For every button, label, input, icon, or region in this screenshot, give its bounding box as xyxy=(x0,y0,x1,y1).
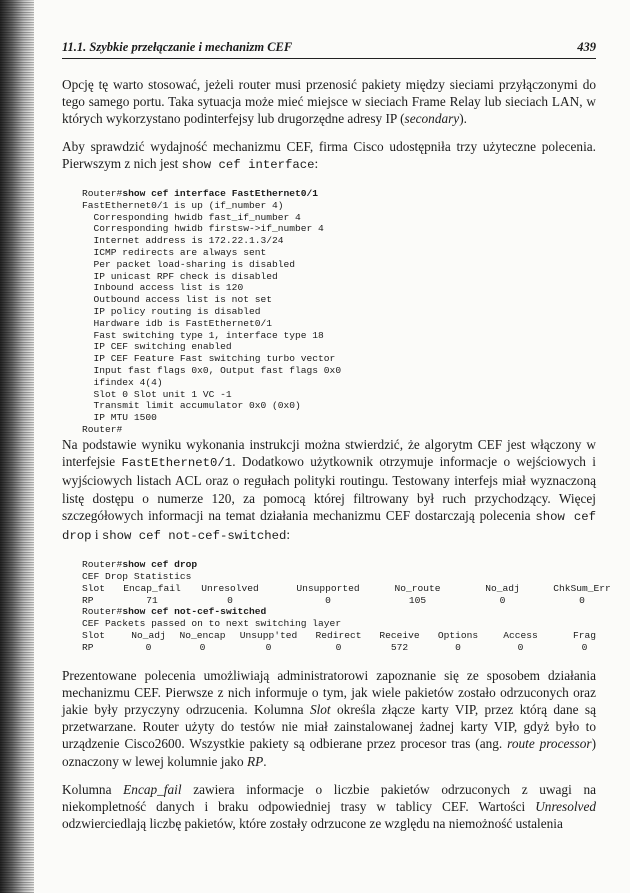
code-line: FastEthernet0/1 is up (if_number 4) xyxy=(82,199,284,211)
code-line: Corresponding hwidb fast_if_number 4 xyxy=(82,211,301,223)
code-line: IP policy routing is disabled xyxy=(82,305,261,317)
paragraph-2: Aby sprawdzić wydajność mechanizmu CEF, firma Cisco udostępniła trzy użyteczne polecenia. Pierwszym z nich jest show cef interface: xyxy=(62,138,596,172)
code-line: Slot 0 Slot unit 1 VC -1 xyxy=(82,388,232,400)
code-line: Inbound access list is 120 xyxy=(82,282,244,294)
chapter-title: 11.1. Szybkie przełączanie i mechanizm CEF xyxy=(62,40,293,54)
code-line: ICMP redirects are always sent xyxy=(82,247,267,258)
table-cell: Encap_fail xyxy=(123,582,181,594)
code-line: ifindex 4(4) xyxy=(82,376,163,388)
end-prompt: Router# xyxy=(82,423,123,435)
table-cell: RP xyxy=(82,594,94,606)
table-cell: Access xyxy=(503,630,538,642)
code-line: Hardware idb is FastEthernet0/1 xyxy=(82,317,272,329)
command: show cef interface FastEthernet0/1 xyxy=(122,188,319,200)
table-cell: No_adj xyxy=(485,582,520,594)
not-cef-title: CEF Packets passed on to next switching layer xyxy=(82,618,342,630)
paragraph-1: Opcję tę warto stosować, jeżeli router musi przenosić pakiety między sieciami przyłączonymi do tego samego portu. Taka sytuacja może mieć miejsce w sieciach Frame Relay lub sieciach LAN, w których wykorzystano podinterfejsy lub drugorzędne adresy IP (secondary). xyxy=(62,77,596,127)
paragraph-4: Prezentowane polecenia umożliwiają administratorowi zapoznanie się ze sposobem działania mechanizmu CEF. Pierwsze z nich informuje o tym, jak wiele pakietów zostało odrzuconych oraz jakie były przyczyny odrzucenia. Kolumna Slot określa złącze karty VIP, przez którą dane są przetwarzane. Router użyty do testów nie miał zainstalowanej żadnej karty VIP, gdyż było to urządzenie Cisco2600. Wszystkie pakiety są odbierane przez procesor tras (ang. route processor) oznaczony w lewej kolumnie jako RP. xyxy=(62,667,596,769)
not-cef-data-row xyxy=(82,642,596,654)
table-cell: No_adj xyxy=(131,630,166,642)
paragraph-5: Kolumna Encap_fail zawiera informacje o liczbie pakietów odrzuconych z uwagi na niekompletność danych i braku odpowiedniej trasy w tablicy CEF. Wartości Unresolved odzwierciedlają liczbę pakietów, które zostały odrzucone ze względu na niemożność ustalenia xyxy=(62,781,596,832)
code-line: IP CEF Feature Fast switching turbo vector xyxy=(82,353,336,365)
table-cell: No_route xyxy=(394,582,441,594)
table-cell: Redirect xyxy=(315,630,362,642)
table-cell: 0 xyxy=(581,641,588,653)
table-cell: 0 xyxy=(499,594,506,606)
table-cell: Frag xyxy=(572,630,597,642)
code-block-cef-statistics xyxy=(82,559,611,653)
book-binding-shadow xyxy=(0,0,34,893)
code-line: IP unicast RPF check is disabled xyxy=(82,270,278,282)
table-cell: 0 xyxy=(335,641,342,653)
drop-data-row xyxy=(82,595,596,607)
not-cef-header-row xyxy=(82,630,596,642)
table-cell: 0 xyxy=(145,641,152,653)
table-cell: Unsupported xyxy=(296,582,360,594)
table-cell: No_encap xyxy=(179,630,226,642)
table-cell: Unresolved xyxy=(201,582,259,594)
code-line: Outbound access list is not set xyxy=(82,294,272,306)
code-line: Transmit limit accumulator 0x0 (0x0) xyxy=(82,400,301,412)
table-cell: RP xyxy=(82,641,94,653)
table-cell: 0 xyxy=(227,594,233,606)
drop-command-line: Router#show cef drop xyxy=(82,559,198,571)
code-line: IP MTU 1500 xyxy=(82,412,157,424)
table-cell: 0 xyxy=(199,641,206,653)
book-page xyxy=(62,40,611,832)
table-cell: 71 xyxy=(146,594,158,606)
table-cell: Options xyxy=(437,630,479,642)
table-cell: 0 xyxy=(325,594,331,606)
not-cef-command-line: Router#show cef not-cef-switched xyxy=(82,606,267,618)
table-cell: Receive xyxy=(379,630,420,642)
code-line: Internet address is 172.22.1.3/24 xyxy=(82,235,284,247)
drop-title: CEF Drop Statistics xyxy=(82,571,192,583)
table-cell: 572 xyxy=(390,641,409,653)
code-line: Corresponding hwidb firstsw->if_number 4 xyxy=(82,223,324,235)
drop-header-row xyxy=(82,582,611,595)
table-cell: ChkSum_Err xyxy=(553,582,611,594)
table-cell: Unsupp'ted xyxy=(239,630,298,642)
code-line: Fast switching type 1, interface type 18 xyxy=(82,329,324,341)
running-header xyxy=(62,40,596,59)
code-line: Input fast flags 0x0, Output fast flags 0x0 xyxy=(82,364,342,376)
page-number: 439 xyxy=(577,40,596,54)
code-block-show-cef-interface: Router#show cef interface FastEthernet0/1 FastEthernet0/1 is up (if_number 4) Corresponding hwidb fast_if_number 4 Corresponding hwidb firstsw->if_number 4 Internet address is 172.22.1.3/24 ICMP redirects are always sent Per packet load-sharing is disabled IP unicast RPF check is disabled Inbound access list is 120 Outbound access list is not set IP policy routing is disabled Hardware idb is FastEthernet0/1 Fast switching type 1, interface type 18 IP CEF switching enabled IP CEF Feature Fast switching turbo vector Input fast flags 0x0, Output fast flags 0x0 ifindex 4(4) Slot 0 Slot unit 1 VC -1 Transmit limit accumulator 0x0 (0x0) IP MTU 1500 Router# xyxy=(82,188,596,424)
table-cell: 0 xyxy=(455,641,461,653)
table-cell: 0 xyxy=(265,641,272,653)
table-cell: Slot xyxy=(82,630,106,642)
table-cell: 0 xyxy=(517,641,524,653)
table-cell: Slot xyxy=(82,582,106,594)
table-cell: 105 xyxy=(408,594,427,606)
table-cell: 0 xyxy=(579,594,585,606)
paragraph-3: Na podstawie wyniku wykonania instrukcji można stwierdzić, że algorytm CEF jest włączony w interfejsie FastEthernet0/1. Dodatkowo użytkownik otrzymuje informacje o wejściowych i wyjściowych listach ACL oraz o regułach polityki routingu. Testowany interfejs miał wyznaczoną listę dostępu o numerze 120, za pomocą której filtrowany był ruch przychodzący. Więcej szczegółowych informacji na temat działania mechanizmu CEF dostarczają polecenia show cef drop i show cef not-cef-switched: xyxy=(62,437,596,544)
code-line: Per packet load-sharing is disabled xyxy=(82,258,296,270)
code-line: IP CEF switching enabled xyxy=(82,341,232,353)
